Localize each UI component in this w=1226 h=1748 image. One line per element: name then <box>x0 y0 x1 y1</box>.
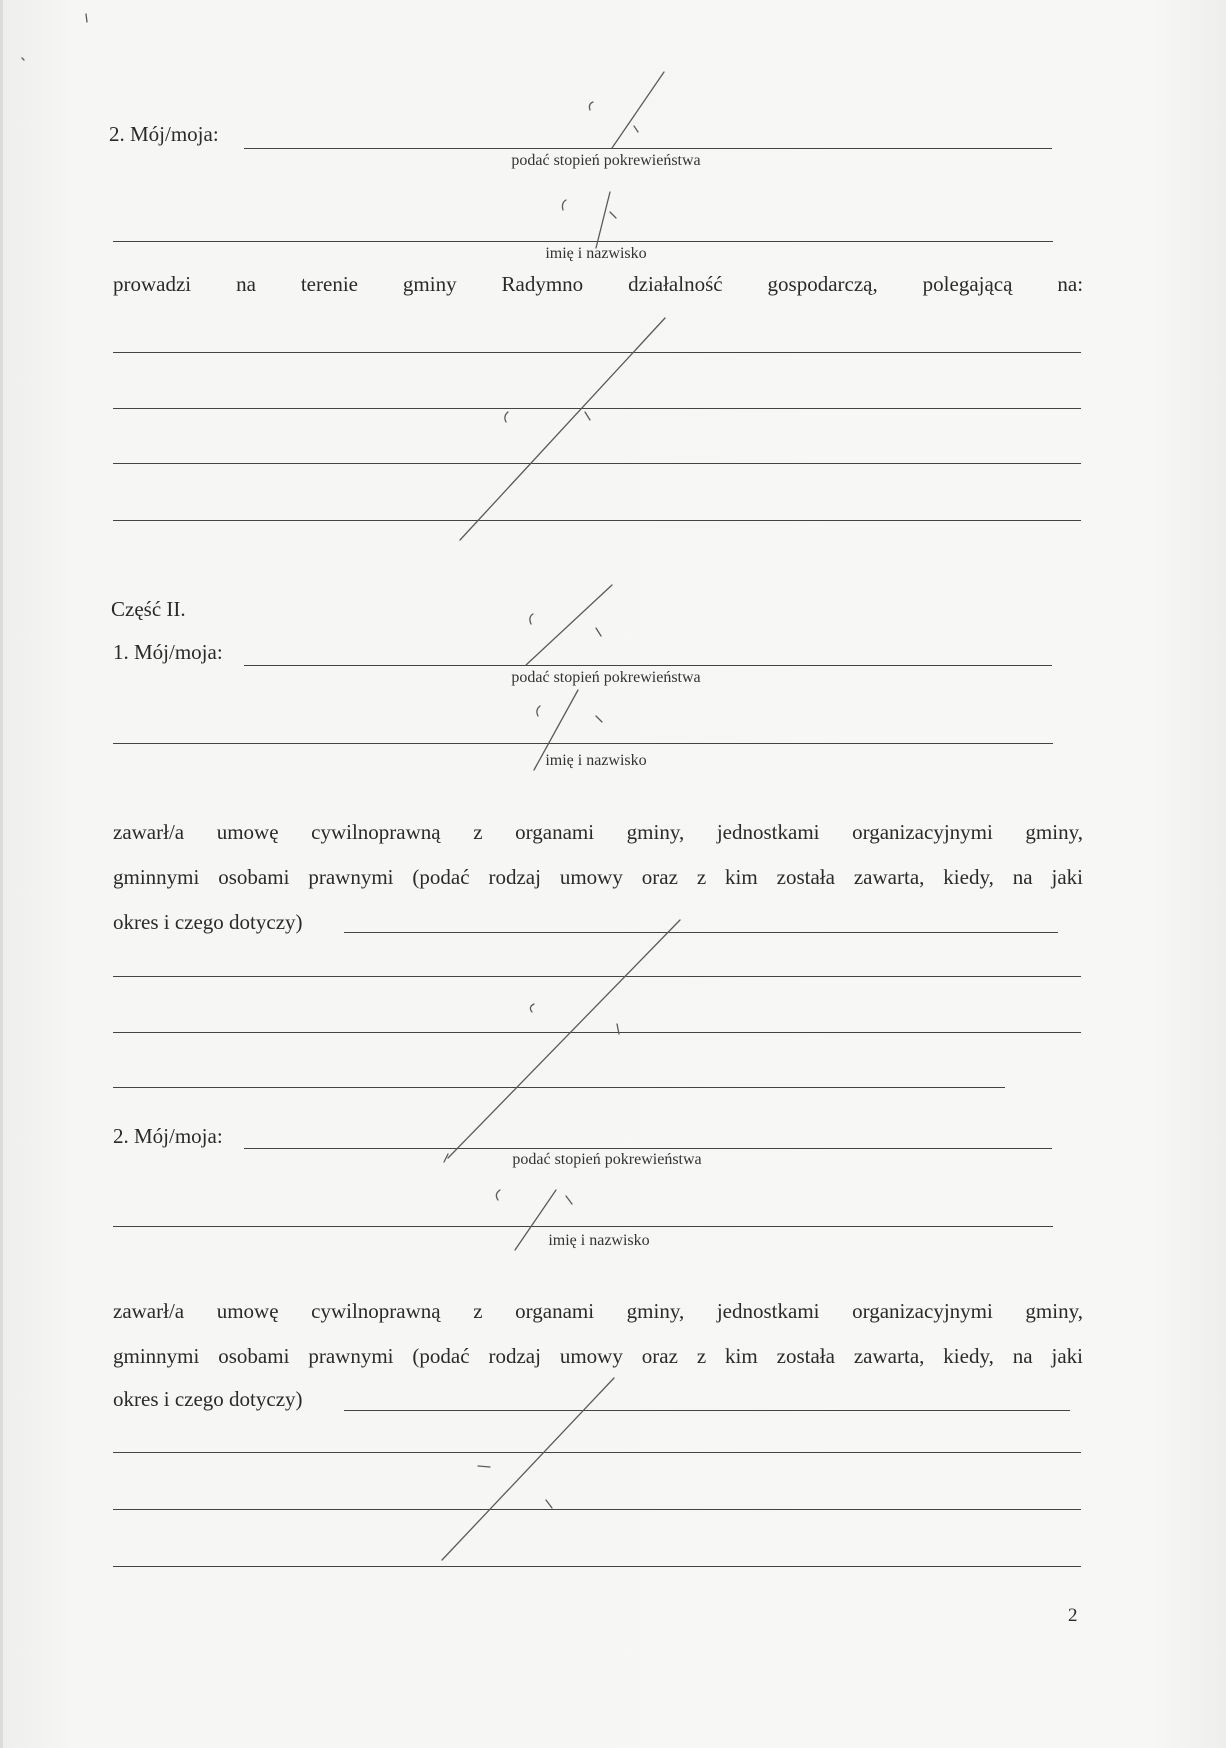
strike-mark <box>505 412 508 422</box>
strike-mark <box>612 72 664 148</box>
part2-item2-details-line-1[interactable] <box>113 1452 1081 1453</box>
strike-mark <box>566 1196 572 1204</box>
part2-item2-relation-line[interactable] <box>244 1148 1052 1149</box>
activity-fill-line-1[interactable] <box>113 352 1081 353</box>
part2-item2-details-line-3[interactable] <box>113 1566 1081 1567</box>
scan-speck <box>86 14 87 22</box>
relation-fill-line[interactable] <box>244 148 1052 149</box>
part2-heading: Część II. <box>111 597 186 621</box>
relation-caption: podać stopień pokrewieństwa <box>511 152 701 169</box>
part2-item2-relation-caption: podać stopień pokrewieństwa <box>512 1151 702 1168</box>
strike-mark <box>530 614 533 624</box>
strike-mark <box>585 412 590 420</box>
part2-item2-contract-line2: gminnymi osobami prawnymi (podać rodzaj umowy oraz z kim została zawarta, kiedy, na jaki <box>113 1344 1083 1368</box>
part2-item1-relation-line[interactable] <box>244 665 1052 666</box>
strike-mark <box>478 1466 490 1467</box>
part2-item1-label: 1. Mój/moja: <box>113 640 223 664</box>
part2-item1-name-line[interactable] <box>113 743 1053 744</box>
part2-item1-contract-line3: okres i czego dotyczy) <box>113 910 303 934</box>
activity-fill-line-3[interactable] <box>113 463 1081 464</box>
part2-item2-name-caption: imię i nazwisko <box>548 1232 650 1249</box>
part2-item2-contract-line3: okres i czego dotyczy) <box>113 1387 303 1411</box>
part2-item1-name-caption: imię i nazwisko <box>545 752 647 769</box>
strike-mark <box>442 1378 614 1560</box>
strike-mark <box>610 212 616 218</box>
item2-label: 2. Mój/moja: <box>109 122 219 146</box>
part2-item2-details-line-0[interactable] <box>344 1410 1070 1411</box>
part2-item1-details-line-0[interactable] <box>344 932 1058 933</box>
page-number: 2 <box>1068 1605 1078 1626</box>
strike-mark <box>589 102 593 110</box>
activity-fill-line-4[interactable] <box>113 520 1081 521</box>
strike-mark <box>596 192 610 248</box>
strike-mark <box>530 1004 534 1012</box>
strike-mark <box>562 200 566 210</box>
name-fill-line[interactable] <box>113 241 1053 242</box>
strike-mark <box>444 1154 448 1162</box>
strike-mark <box>526 585 612 665</box>
activity-sentence: prowadzi na terenie gminy Radymno działalność gospodarczą, polegającą na: <box>113 272 1084 296</box>
strike-mark <box>546 1500 552 1508</box>
part2-item1-details-line-3[interactable] <box>113 1087 1005 1088</box>
activity-fill-line-2[interactable] <box>113 408 1081 409</box>
strike-mark <box>496 1190 500 1200</box>
name-caption: imię i nazwisko <box>545 245 647 262</box>
strike-mark <box>537 706 540 716</box>
strike-mark <box>596 716 602 722</box>
part2-item1-contract-line1: zawarł/a umowę cywilnoprawną z organami gminy, jednostkami organizacyjnymi gminy, <box>113 820 1083 844</box>
part2-item1-details-line-2[interactable] <box>113 1032 1081 1033</box>
part2-item2-details-line-2[interactable] <box>113 1509 1081 1510</box>
strike-mark <box>634 126 638 132</box>
strike-mark <box>596 628 601 636</box>
part2-item2-label: 2. Mój/moja: <box>113 1124 223 1148</box>
part2-item2-name-line[interactable] <box>113 1226 1053 1227</box>
part2-item1-relation-caption: podać stopień pokrewieństwa <box>511 669 701 686</box>
scan-edge <box>0 0 3 1748</box>
strike-mark <box>448 920 680 1158</box>
part2-item1-details-line-1[interactable] <box>113 976 1081 977</box>
part2-item1-contract-line2: gminnymi osobami prawnymi (podać rodzaj umowy oraz z kim została zawarta, kiedy, na jaki <box>113 865 1083 889</box>
part2-item2-contract-line1: zawarł/a umowę cywilnoprawną z organami gminy, jednostkami organizacyjnymi gminy, <box>113 1299 1083 1323</box>
scan-speck <box>22 58 24 60</box>
